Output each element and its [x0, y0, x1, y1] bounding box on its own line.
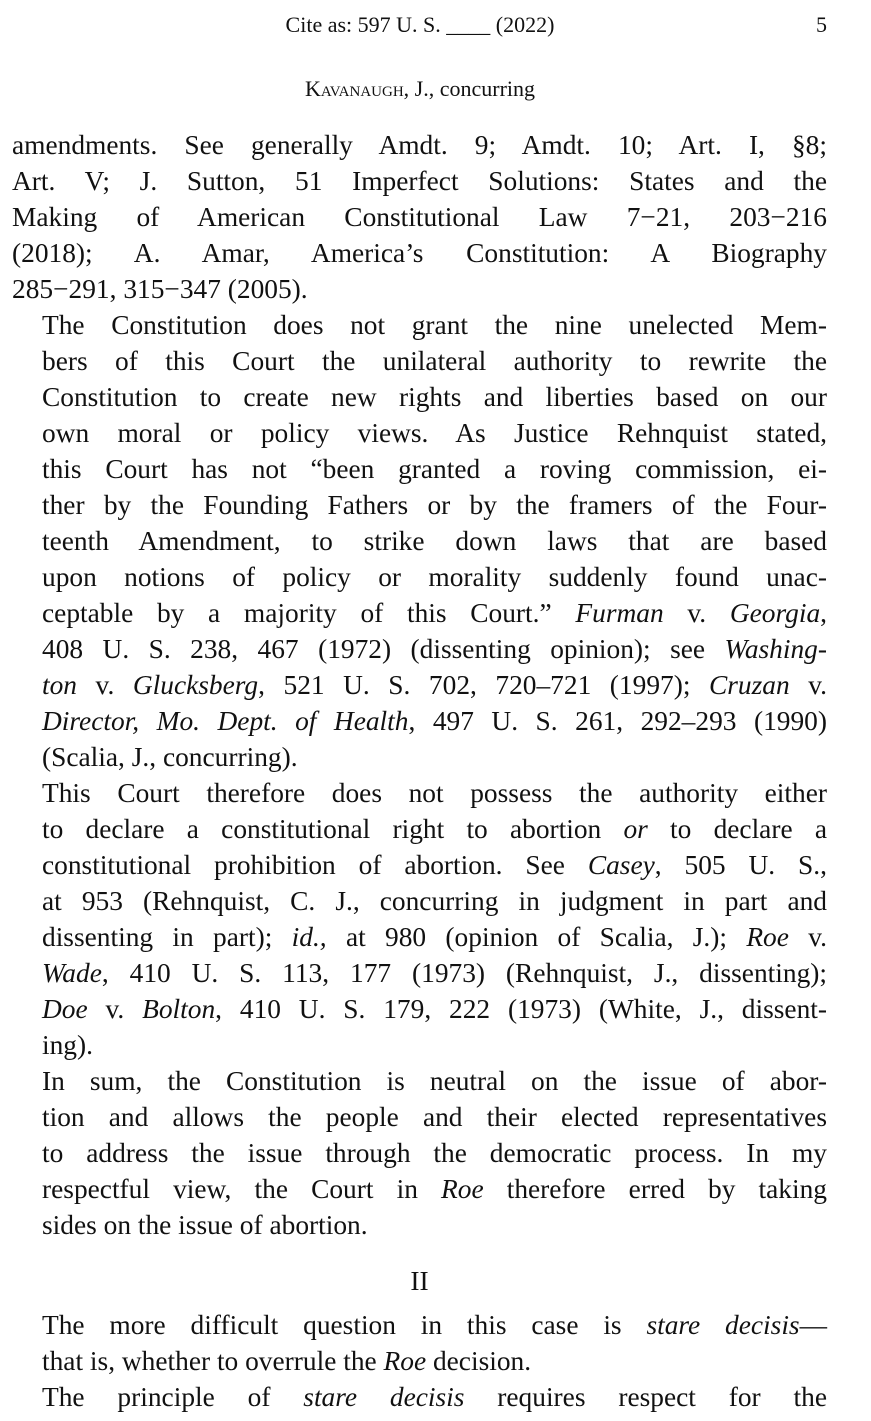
text-line: [12, 1343, 827, 1379]
text-span: In sum, the Constitution is neutral on the issue of abor-: [42, 1066, 827, 1096]
italic-text: Furman: [575, 598, 664, 628]
text-line: [12, 199, 827, 235]
italic-text: Washing-: [724, 634, 827, 664]
text-span: dissenting in part);: [42, 922, 292, 952]
text-span: this Court has not “been granted a roving commission, ei-: [42, 454, 827, 484]
text-line: [12, 559, 827, 595]
text-span: to address the issue through the democratic process. In my: [42, 1138, 827, 1168]
paragraph: [12, 1307, 827, 1379]
text-line: [12, 991, 827, 1027]
italic-text: Roe: [746, 922, 789, 952]
text-span: teenth Amendment, to strike down laws that are based: [42, 526, 827, 556]
text-span: 408 U. S. 238, 467 (1972) (dissenting opinion); see: [42, 634, 725, 664]
text-line: [12, 487, 827, 523]
text-span: respectful view, the Court in: [42, 1174, 442, 1204]
text-line: [12, 235, 827, 271]
text-span: ther by the Founding Fathers or by the framers of the Four-: [42, 490, 827, 520]
text-span: v.: [77, 670, 133, 700]
running-head: [0, 76, 840, 102]
text-line: [12, 811, 827, 847]
text-span: own moral or policy views. As Justice Rehnquist stated,: [42, 418, 827, 448]
text-line: [12, 523, 827, 559]
text-span: amendments. See generally Amdt. 9; Amdt. 10; Art. I, §8;: [12, 130, 827, 160]
text-span: , 410 U. S. 113, 177 (1973) (Rehnquist, J., dissenting);: [101, 958, 827, 988]
text-span: ,: [820, 598, 827, 628]
italic-text: Roe: [441, 1174, 484, 1204]
text-span: sides on the issue of abortion.: [42, 1210, 368, 1240]
text-span: Making of American Constitutional Law 7−21, 203−216: [12, 202, 827, 232]
text-span: to declare a constitutional right to abortion: [42, 814, 624, 844]
text-span: The more difficult question in this case is: [42, 1310, 647, 1340]
italic-text: Georgia: [729, 598, 821, 628]
text-span: The principle of: [42, 1382, 304, 1412]
text-span: (2018); A. Amar, America’s Constitution: A Biography: [12, 238, 827, 268]
text-span: at 953 (Rehnquist, C. J., concurring in judgment in part and: [42, 886, 827, 916]
text-span: , 497 U. S. 261, 292–293 (1990): [408, 706, 827, 736]
section-heading: II: [410, 1266, 429, 1296]
text-span: that is, whether to overrule the: [42, 1346, 384, 1376]
italic-text: Director, Mo. Dept. of Health: [42, 706, 409, 736]
text-line: [12, 1307, 827, 1343]
text-span: therefore erred by taking: [483, 1174, 827, 1204]
text-line: [12, 415, 827, 451]
text-line: [12, 451, 827, 487]
italic-text: Wade: [42, 958, 102, 988]
italic-text: stare decisis: [646, 1310, 800, 1340]
text-span: v.: [87, 994, 143, 1024]
italic-text: Roe: [383, 1346, 427, 1376]
text-line: [12, 847, 827, 883]
text-span: to declare a: [647, 814, 827, 844]
paragraph: [12, 127, 827, 307]
text-line: [12, 1135, 827, 1171]
text-span: bers of this Court the unilateral authority to rewrite the: [42, 346, 827, 376]
text-span: ceptable by a majority of this Court.”: [42, 598, 576, 628]
text-line: [12, 595, 827, 631]
italic-text: Cruzan: [708, 670, 790, 700]
text-span: —: [799, 1310, 827, 1340]
text-span: , 521 U. S. 702, 720–721 (1997);: [258, 670, 709, 700]
text-line: [12, 1063, 827, 1099]
text-span: requires respect for the: [464, 1382, 827, 1412]
italic-text: stare decisis: [303, 1382, 465, 1412]
italic-text: ton: [42, 670, 78, 700]
author-name: Kavanaugh: [304, 76, 404, 101]
text-span: Art. V; J. Sutton, 51 Imperfect Solutions: States and the: [12, 166, 827, 196]
text-line: [12, 343, 827, 379]
text-span: ing).: [42, 1030, 93, 1060]
text-line: [12, 1207, 827, 1243]
text-span: upon notions of policy or morality suddenly found unac-: [42, 562, 827, 592]
text-line: [12, 955, 827, 991]
text-span: Constitution to create new rights and liberties based on our: [42, 382, 827, 412]
text-line: [12, 1099, 827, 1135]
text-line: [12, 667, 827, 703]
page-number: 5: [816, 12, 827, 37]
text-line: [12, 1379, 827, 1415]
text-span: v.: [663, 598, 730, 628]
text-span: The Constitution does not grant the nine unelected Mem-: [42, 310, 827, 340]
text-line: [12, 775, 827, 811]
text-line: [12, 739, 827, 775]
text-span: , 410 U. S. 179, 222 (1973) (White, J., dissent-: [215, 994, 827, 1024]
text-line: [12, 919, 827, 955]
text-line: [12, 163, 827, 199]
italic-text: Casey: [587, 850, 655, 880]
text-span: constitutional prohibition of abortion. See: [42, 850, 588, 880]
text-line: [12, 703, 827, 739]
text-span: v.: [788, 922, 827, 952]
opinion-type: , J., concurring: [403, 76, 536, 101]
italic-text: id.,: [291, 922, 327, 952]
italic-text: Bolton: [142, 994, 216, 1024]
text-line: [12, 307, 827, 343]
paragraph: [12, 307, 827, 775]
text-line: [12, 127, 827, 163]
text-span: This Court therefore does not possess the authority either: [42, 778, 827, 808]
text-span: decision.: [426, 1346, 532, 1376]
opinion-body: [12, 127, 827, 1415]
italic-text: or: [623, 814, 648, 844]
italic-text: Doe: [42, 994, 88, 1024]
paragraph: [12, 1063, 827, 1243]
text-span: (Scalia, J., concurring).: [42, 742, 298, 772]
text-line: [12, 271, 827, 307]
text-line: [12, 883, 827, 919]
italic-text: Glucksberg: [132, 670, 259, 700]
text-line: [12, 1171, 827, 1207]
text-span: at 980 (opinion of Scalia, J.);: [326, 922, 747, 952]
text-line: [12, 631, 827, 667]
text-span: 285−291, 315−347 (2005).: [12, 274, 308, 304]
paragraph: [12, 1379, 827, 1415]
text-line: [12, 1027, 827, 1063]
case-citation: Cite as: 597 U. S. ____ (2022): [285, 12, 555, 37]
citation-header: [0, 12, 871, 42]
text-span: tion and allows the people and their elected representatives: [42, 1102, 827, 1132]
text-span: , 505 U. S.,: [654, 850, 827, 880]
text-line: [12, 379, 827, 415]
paragraph: [12, 775, 827, 1063]
text-span: v.: [789, 670, 827, 700]
